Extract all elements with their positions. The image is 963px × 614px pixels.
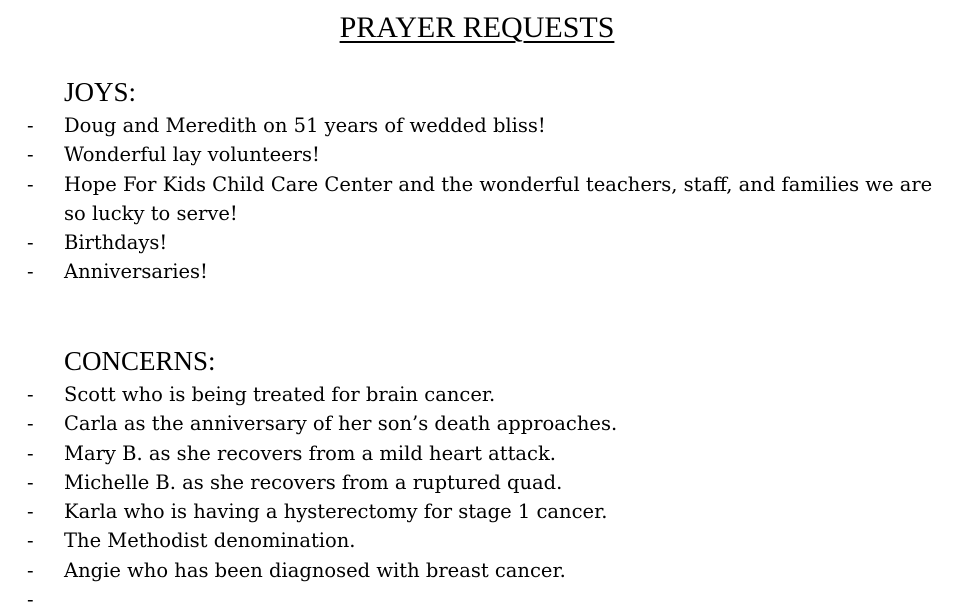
bullet-dash: - <box>27 143 34 167</box>
list-item-text: Angie who has been diagnosed with breast cancer. <box>64 558 566 582</box>
list-item <box>0 556 954 585</box>
list-item <box>0 111 954 140</box>
list-item-text: Scott who is being treated for brain cancer. <box>64 383 496 406</box>
joys-heading: JOYS: <box>64 77 137 107</box>
bullet-dash: - <box>27 470 34 494</box>
list-item-text: Birthdays! <box>64 231 168 255</box>
list-item <box>0 526 954 555</box>
list-item <box>0 439 954 468</box>
list-item <box>0 409 954 438</box>
list-item-text: Hope For Kids Child Care Center and the wonderful teachers, staff, and families we are so lucky to serve! <box>64 172 933 225</box>
bullet-dash: - <box>27 529 34 553</box>
concerns-list <box>0 380 954 612</box>
list-item <box>0 228 954 257</box>
list-item-text: The Methodist denomination. <box>64 529 356 553</box>
joys-list <box>0 111 954 287</box>
bullet-dash: - <box>27 114 34 137</box>
list-item <box>0 380 954 409</box>
bullet-dash: - <box>27 172 34 196</box>
bullet-dash: - <box>27 588 34 612</box>
list-item-text: Doug and Meredith on 51 years of wedded bliss! <box>64 114 546 137</box>
page-title: PRAYER REQUESTS <box>339 11 615 44</box>
list-item-text: Carla as the anniversary of her son’s death approaches. <box>64 412 618 436</box>
list-item <box>0 497 954 526</box>
list-item <box>0 468 954 497</box>
list-item-text: Mary B. as she recovers from a mild heart attack. <box>64 441 556 465</box>
list-item <box>0 257 954 286</box>
bullet-dash: - <box>27 558 34 582</box>
bullet-dash: - <box>27 383 34 406</box>
list-item <box>0 170 954 229</box>
list-item-text: Michelle B. as she recovers from a ruptured quad. <box>64 470 563 494</box>
bullet-dash: - <box>27 412 34 436</box>
bullet-dash: - <box>27 231 34 255</box>
bullet-dash: - <box>27 260 34 284</box>
list-item <box>0 140 954 169</box>
bullet-dash: - <box>27 500 34 524</box>
concerns-heading: CONCERNS: <box>64 346 216 376</box>
list-item-text: Anniversaries! <box>64 260 208 284</box>
list-item-text: Wonderful lay volunteers! <box>64 143 320 167</box>
list-item-text: Karla who is having a hysterectomy for stage 1 cancer. <box>64 500 608 524</box>
bullet-dash: - <box>27 441 34 465</box>
